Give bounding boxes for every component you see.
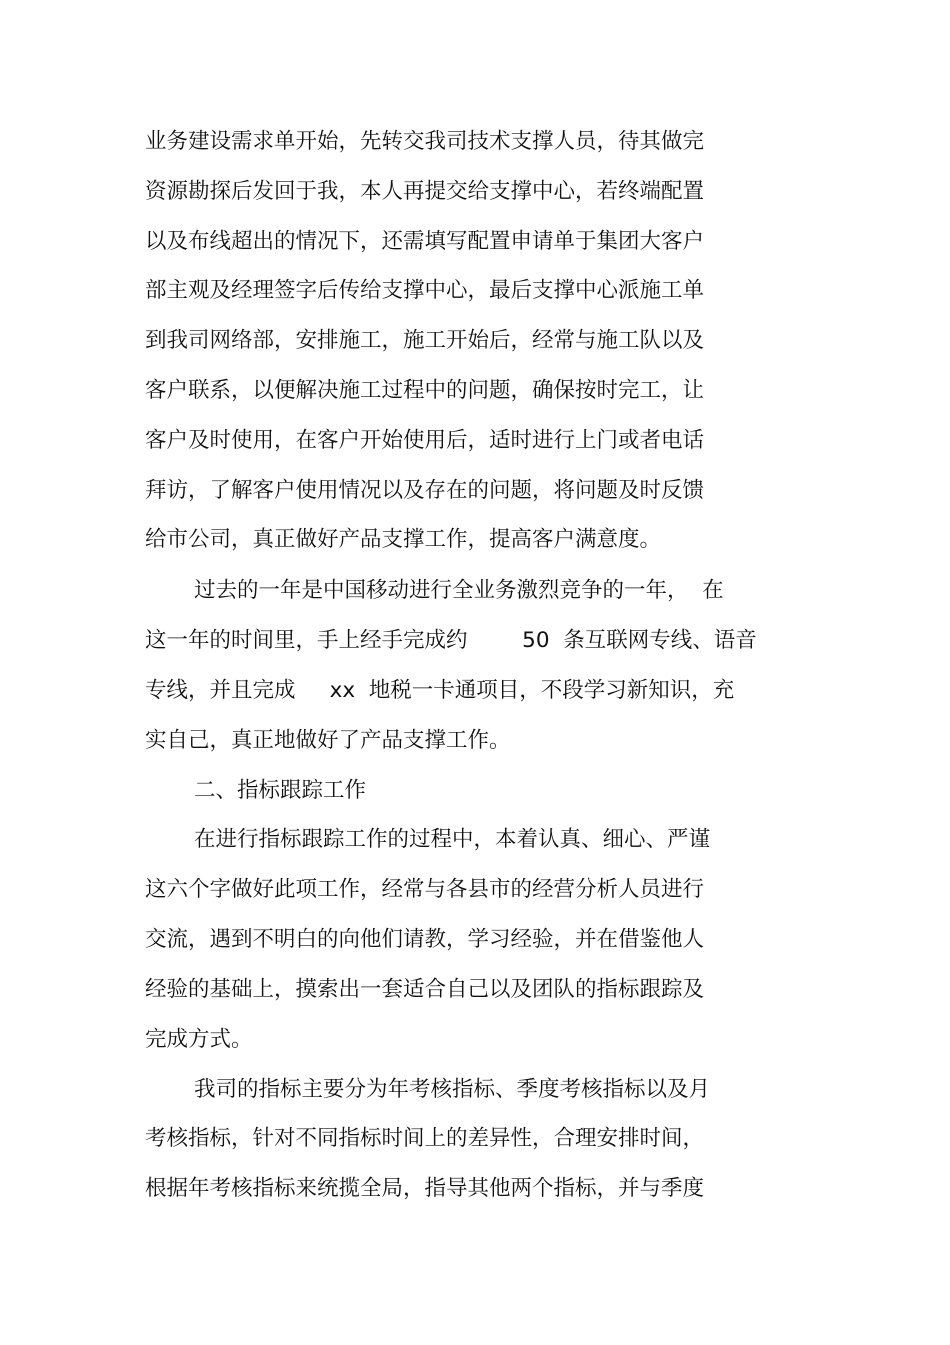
text-line: 专线，并且完成 xx 地税一卡通项目，不段学习新知识，充 — [145, 678, 735, 703]
text-line: 部主观及经理签字后传给支撑中心，最后支撑中心派施工单 — [145, 278, 705, 303]
text-line: 完成方式。 — [145, 1027, 253, 1052]
text-line: 考核指标，针对不同指标时间上的差异性，合理安排时间， — [145, 1126, 705, 1151]
paragraph-first-line: 我司的指标主要分为年考核指标、季度考核指标以及月 — [194, 1077, 711, 1102]
text-line: 客户及时使用，在客户开始使用后，适时进行上门或者电话 — [145, 428, 705, 453]
text-line: 拜访，了解客户使用情况以及存在的问题，将问题及时反馈 — [145, 478, 705, 503]
text-line: 业务建设需求单开始，先转交我司技术支撑人员，待其做完 — [145, 129, 705, 154]
section-heading: 二、指标跟踪工作 — [194, 778, 367, 803]
text-line: 经验的基础上，摸索出一套适合自己以及团队的指标跟踪及 — [145, 977, 705, 1002]
paragraph-first-line: 过去的一年是中国移动进行全业务激烈竞争的一年， 在 — [194, 578, 724, 603]
text-line: 给市公司，真正做好产品支撑工作，提高客户满意度。 — [145, 527, 662, 552]
text-line: 到我司网络部，安排施工，施工开始后，经常与施工队以及 — [145, 328, 705, 353]
text-line: 这六个字做好此项工作，经常与各县市的经营分析人员进行 — [145, 877, 705, 902]
text-line: 资源勘探后发回于我，本人再提交给支撑中心，若终端配置 — [145, 179, 705, 204]
paragraph-first-line: 在进行指标跟踪工作的过程中，本着认真、细心、严谨 — [194, 827, 711, 852]
text-line: 以及布线超出的情况下，还需填写配置申请单于集团大客户 — [145, 229, 705, 254]
text-line: 根据年考核指标来统揽全局，指导其他两个指标，并与季度 — [145, 1176, 705, 1201]
text-line: 交流，遇到不明白的向他们请教，学习经验，并在借鉴他人 — [145, 927, 705, 952]
text-line: 这一年的时间里，手上经手完成约 50 条互联网专线、语音 — [145, 628, 757, 653]
text-line: 客户联系，以便解决施工过程中的问题，确保按时完工，让 — [145, 378, 705, 403]
text-line: 实自己，真正地做好了产品支撑工作。 — [145, 728, 511, 753]
